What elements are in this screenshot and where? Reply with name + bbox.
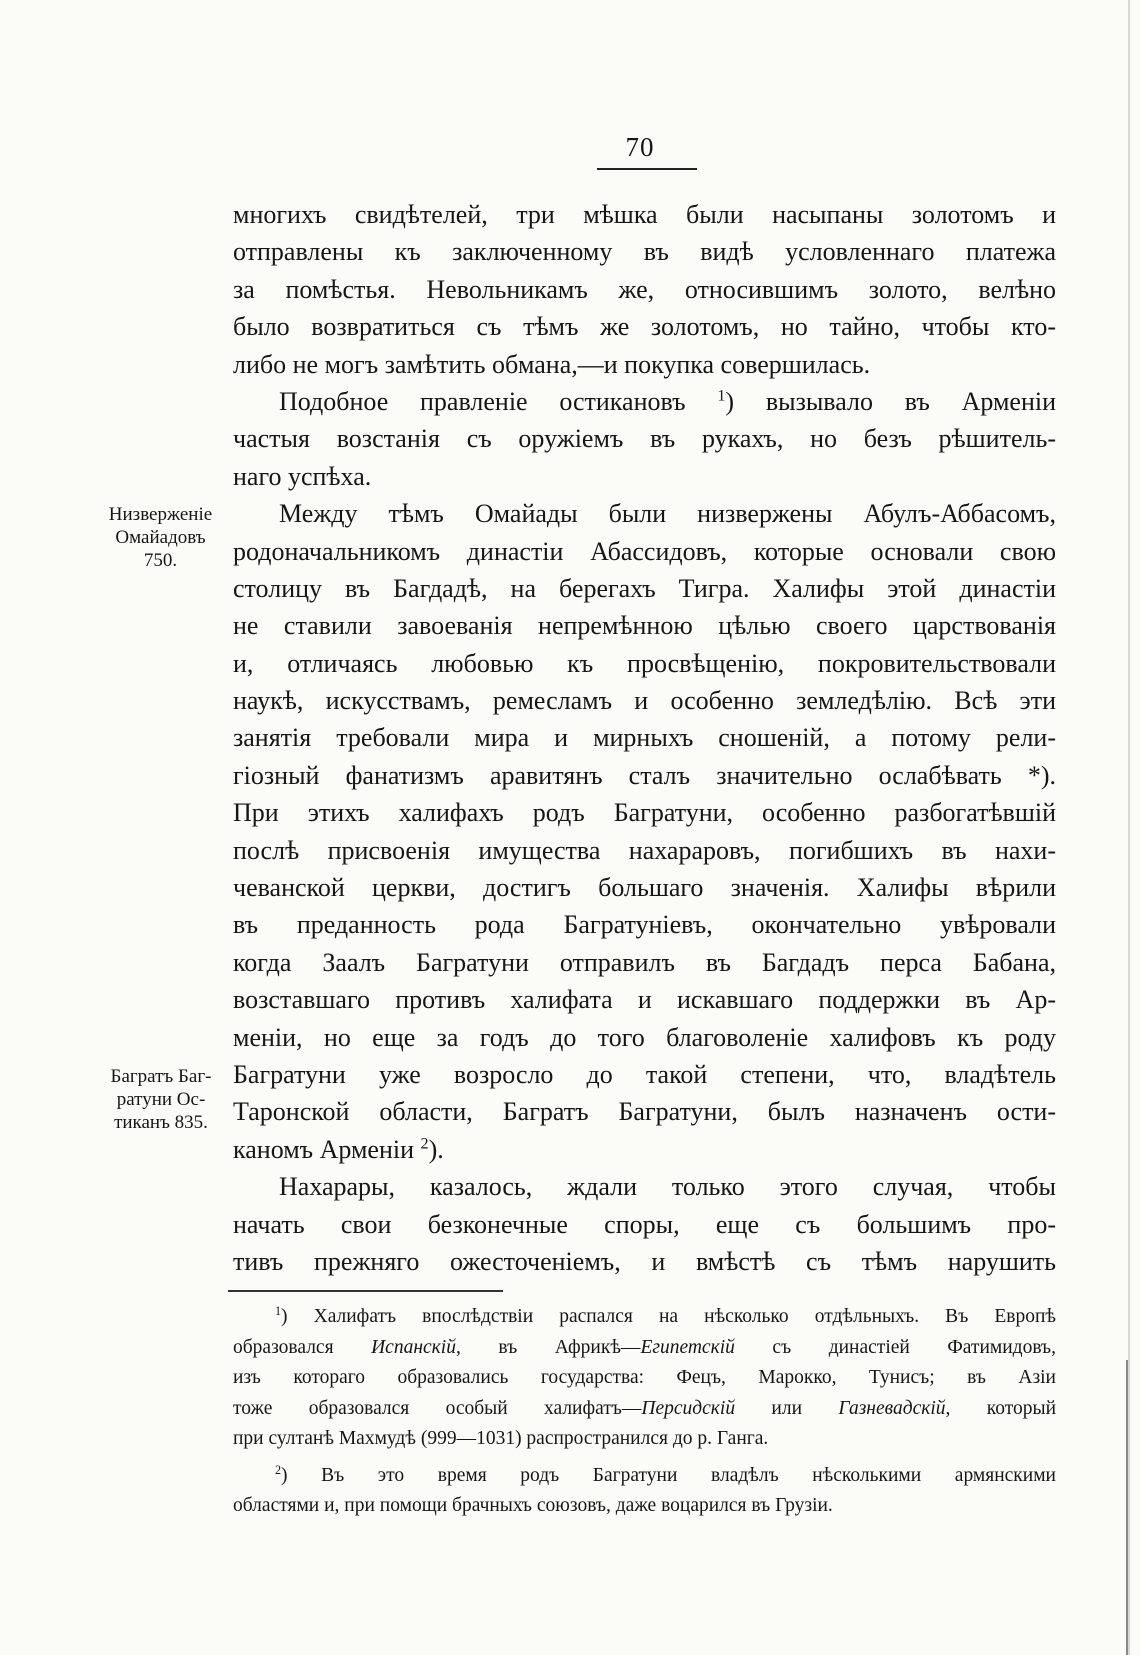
footnote-italic: Персидскій — [641, 1397, 736, 1419]
text-line: Багратуни уже возросло до такой степени, что, владѣтель — [233, 1059, 1056, 1089]
text-line: возставшаго противъ халифата и искавшаго поддержки въ Ар- — [233, 985, 1056, 1015]
text-line: Нахарары, казалось, ждали только этого случая, чтобы — [279, 1172, 1056, 1202]
footnote-text: тоже образовался особый халифатъ— — [233, 1397, 642, 1419]
text-line: столицу въ Багдадѣ, на берегахъ Тигра. Халифы этой династіи — [233, 573, 1056, 603]
text-line: гіозный фанатизмъ аравитянъ сталъ значительно ослабѣвать *). — [233, 760, 1056, 790]
margin-note-omayyads — [88, 503, 233, 572]
footnote-italic: Испанскій — [371, 1336, 456, 1358]
footnote-ref-2[interactable]: 2 — [420, 1135, 429, 1153]
text-fragment: ) вызывало въ Арменіи — [725, 386, 1056, 416]
text-line: тивъ прежняго ожесточеніемъ, и вмѣстѣ съ тѣмъ нарушить — [233, 1246, 1056, 1276]
text-line: и, отличаясь любовью къ просвѣщенію, покровительствовали — [233, 648, 1056, 678]
footnote-1-line — [233, 1302, 1056, 1333]
text-line: когда Заалъ Багратуни отправилъ въ Багдадъ перса Бабана, — [233, 947, 1056, 977]
margin-note-line: Багратъ Баг- — [110, 1066, 212, 1087]
text-line: въ преданность рода Багратуніевъ, окончательно увѣровали — [233, 910, 1056, 940]
margin-note-line: Низверженіе — [108, 504, 213, 525]
text-line: за помѣстья. Невольникамъ же, относившимъ золото, велѣно — [233, 274, 1056, 304]
text-line — [233, 383, 1056, 420]
text-line: занятія требовали мира и мирныхъ сношеній, а потому рели- — [233, 723, 1056, 753]
text-line: Между тѣмъ Омайады были низвержены Абулъ-Аббасомъ, — [279, 499, 1056, 529]
text-line: меніи, но еще за годъ до того благоволеніе халифовъ къ роду — [233, 1022, 1056, 1052]
footnote-ref-1[interactable]: 1 — [717, 387, 726, 405]
text-line: чеванской церкви, достигъ большаго значенія. Халифы вѣрили — [233, 873, 1056, 903]
margin-note-line: Омайадовъ — [115, 527, 206, 548]
text-line: многихъ свидѣтелей, три мѣшка были насыпаны золотомъ и — [233, 200, 1056, 229]
footnotes — [233, 1302, 1056, 1522]
text-line — [233, 1131, 1056, 1168]
footnote-1-line — [233, 1333, 1056, 1364]
text-line: наго успѣха. — [233, 461, 372, 491]
margin-note-line: тиканъ 835. — [114, 1112, 208, 1133]
footnote-1-line: при султанѣ Махмудѣ (999—1031) распространился до р. Ганга. — [233, 1428, 769, 1449]
footnote-italic: Египетскій — [640, 1336, 735, 1358]
footnote-2-line — [233, 1461, 1056, 1492]
page-edge-shadow — [1126, 1360, 1128, 1655]
footnote-text: ) Въ это время родъ Багратуни владѣлъ нѣсколькими армянскими — [281, 1464, 1056, 1486]
footnote-text: образовался — [233, 1336, 372, 1358]
text-line: наукѣ, искусствамъ, ремесламъ и особенно земледѣлію. Всѣ эти — [233, 686, 1056, 716]
margin-note-line: ратуни Ос- — [116, 1089, 206, 1110]
text-line: послѣ присвоенія имущества нахараровъ, погибшихъ въ нахи- — [233, 835, 1056, 865]
footnote-text: или — [735, 1397, 839, 1419]
footnote-2-line: областями и, при помощи брачныхъ союзовъ, даже воцарился въ Грузіи. — [233, 1495, 833, 1516]
text-line: либо не могъ замѣтить обмана,—и покупка совершилась. — [233, 349, 871, 379]
text-line: начать свои безконечные споры, еще съ большимъ про- — [233, 1209, 1056, 1239]
text-line: частыя возстанія съ оружіемъ въ рукахъ, но безъ рѣшитель- — [233, 424, 1056, 454]
margin-note-line: 750. — [143, 550, 178, 571]
footnote-1-marker: 1 — [275, 1303, 282, 1318]
footnote-text: съ династіей Фатимидовъ, — [734, 1336, 1056, 1358]
text-line: Таронской области, Багратъ Багратуни, былъ назначенъ ости- — [233, 1097, 1056, 1127]
text-line: было возвратиться съ тѣмъ же золотомъ, но тайно, чтобы кто- — [233, 312, 1056, 342]
footnote-2-marker: 2 — [275, 1462, 282, 1477]
text-line: отправлены къ заключенному въ видѣ условленнаго платежа — [233, 237, 1056, 267]
page-number-rule — [597, 168, 697, 170]
footnote-separator — [228, 1290, 503, 1292]
main-text — [233, 196, 1056, 1280]
text-fragment: ). — [428, 1134, 444, 1164]
page-edge — [1128, 0, 1130, 1655]
text-line: родоначальникомъ династіи Абассидовъ, которые основали свою — [233, 536, 1056, 566]
footnote-1-line — [233, 1394, 1056, 1425]
margin-note-bagrat — [86, 1065, 236, 1134]
footnote-text: , который — [945, 1397, 1056, 1419]
text-fragment: Подобное правленіе остикановъ — [279, 386, 718, 416]
text-fragment: каномъ Арменіи — [233, 1134, 421, 1164]
footnote-text: ) Халифатъ впослѣдствіи распался на нѣсколько отдѣльныхъ. Въ Европѣ — [281, 1306, 1056, 1327]
footnote-1-line: изъ котораго образовались государства: Фецъ, Марокко, Тунисъ; въ Азіи — [233, 1367, 1056, 1388]
footnote-text: , въ Африкѣ— — [455, 1336, 641, 1358]
footnote-italic: Газневадскій — [838, 1397, 946, 1419]
text-line: не ставили завоеванія непремѣнною цѣлью своего царствованія — [233, 611, 1056, 641]
page-number: 70 — [625, 132, 655, 162]
text-line: При этихъ халифахъ родъ Багратуни, особенно разбогатѣвшій — [233, 798, 1056, 828]
